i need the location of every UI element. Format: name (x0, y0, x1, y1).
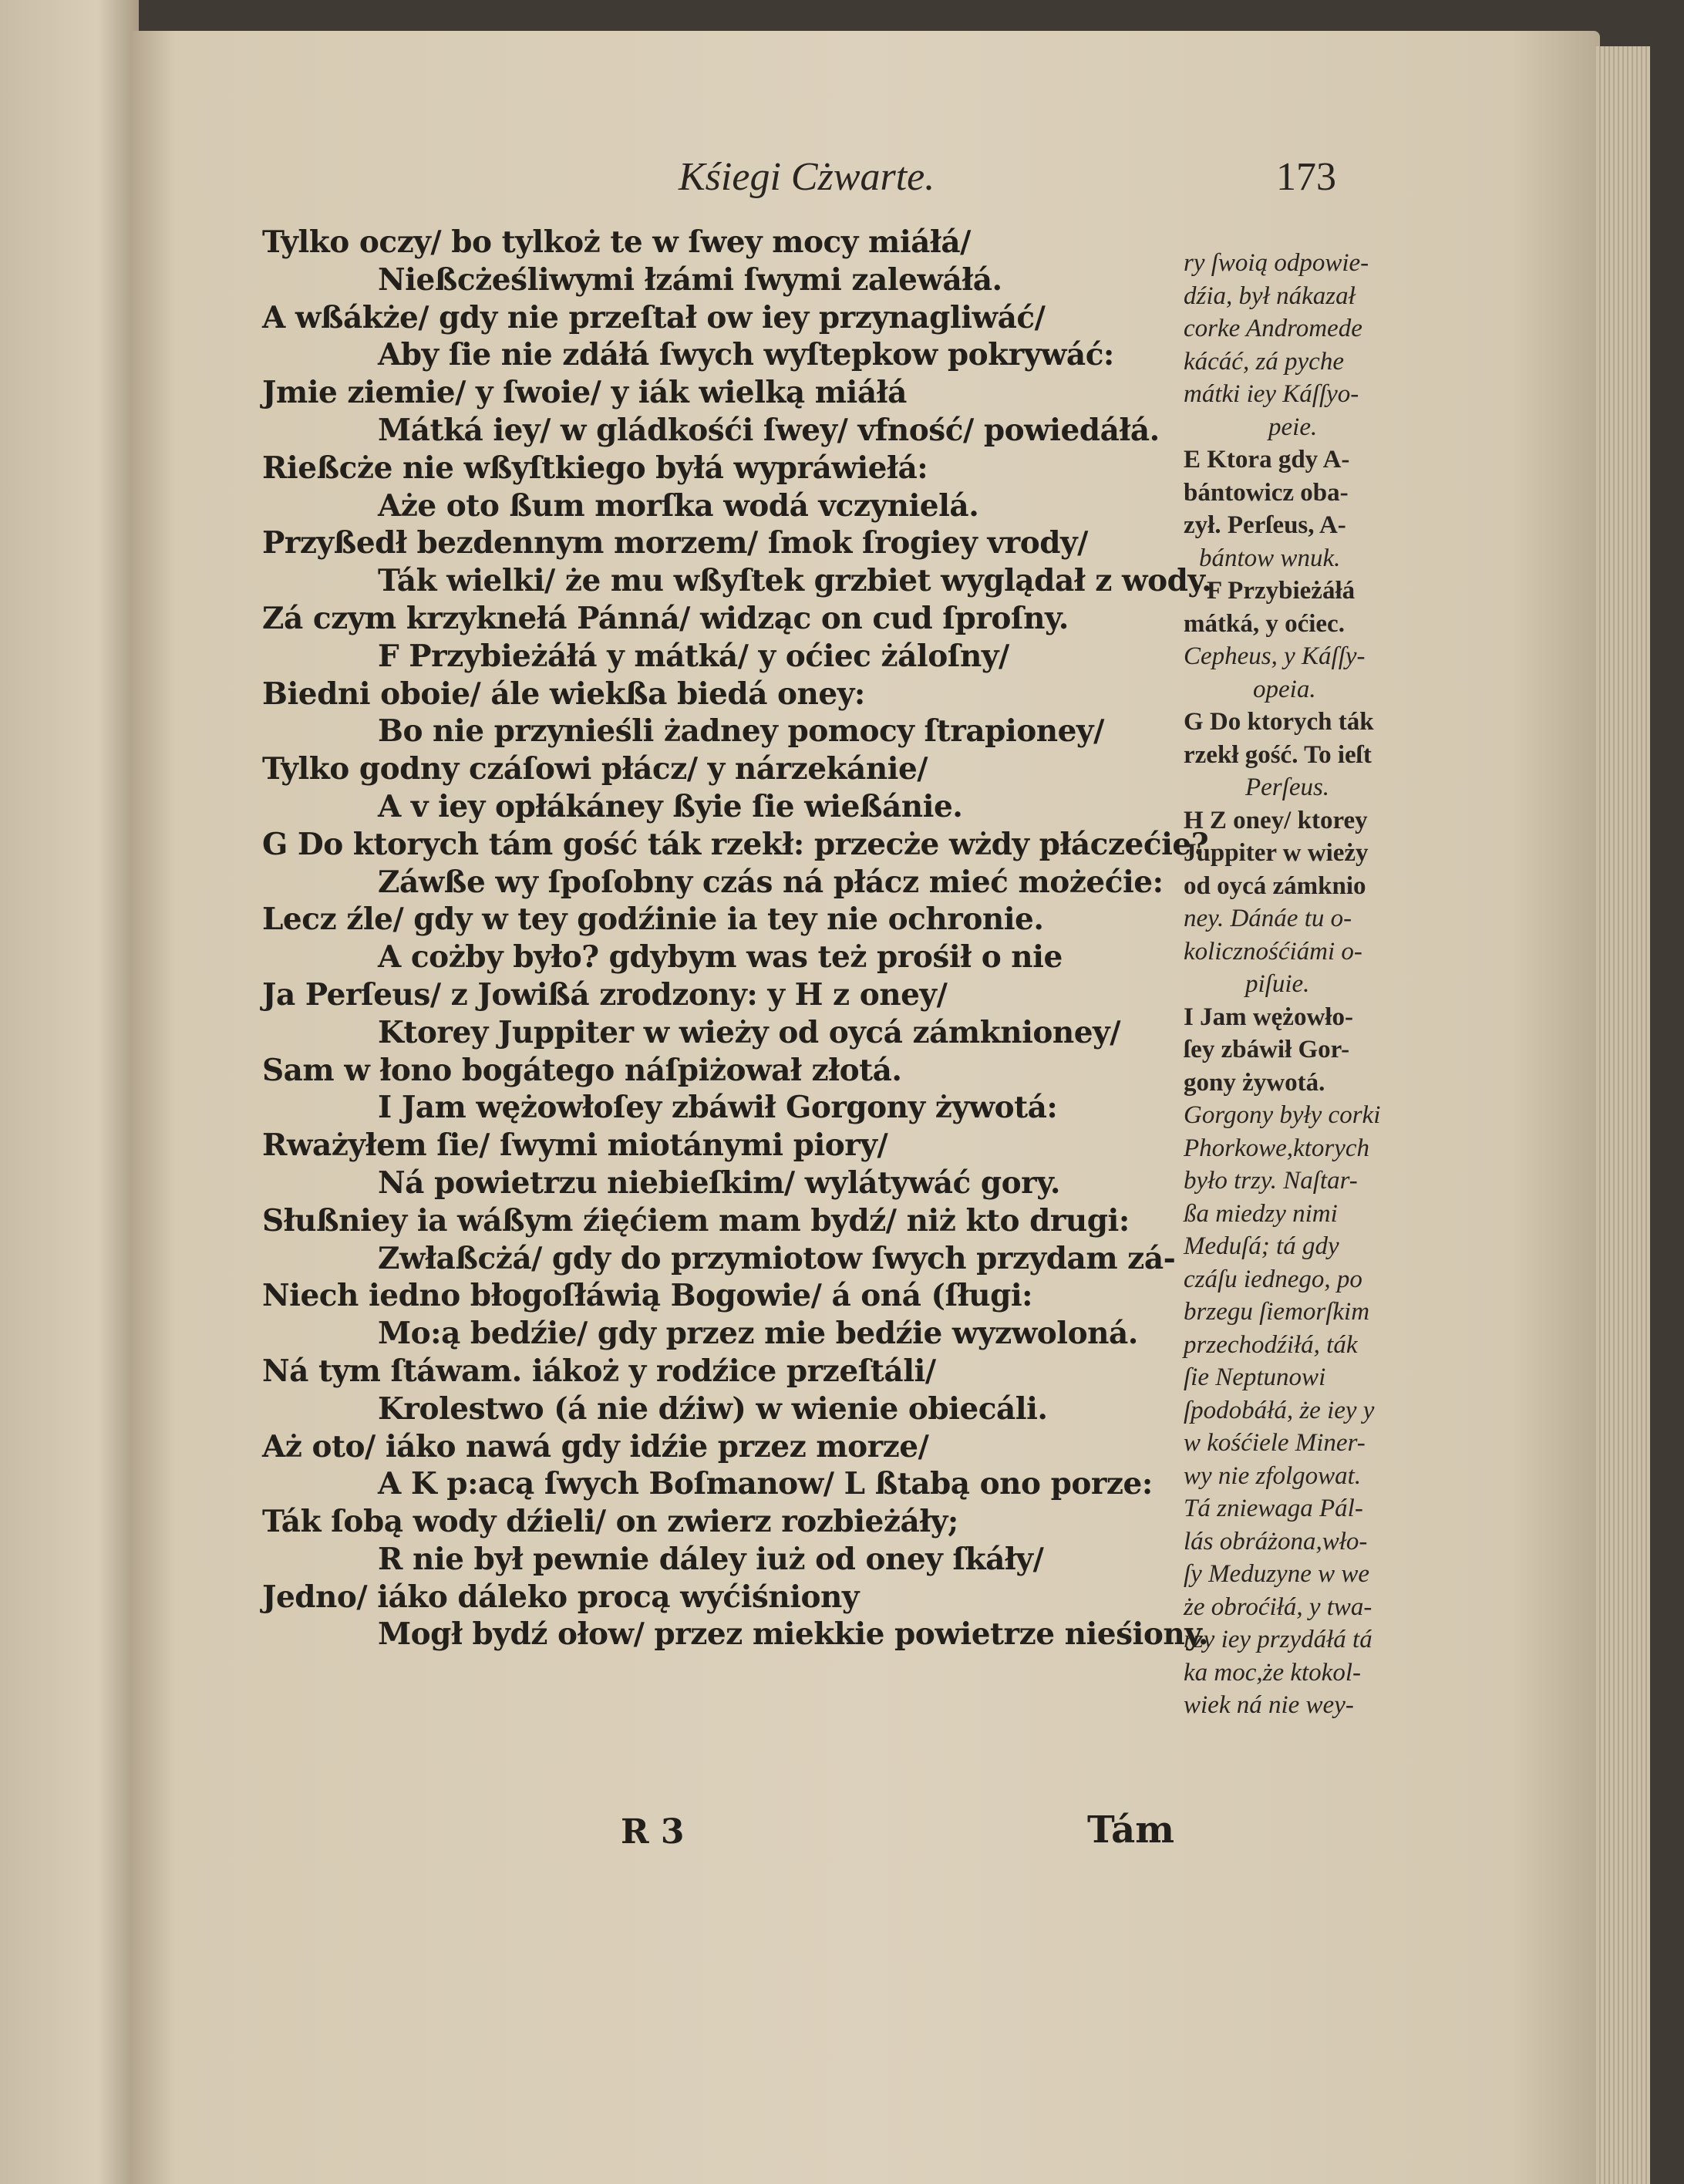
gloss-line: wy nie zfolgowat. (1184, 1461, 1362, 1490)
gloss-line: ney. Dánáe tu o- (1184, 905, 1352, 932)
gloss-line: F Przybieżáłá (1207, 577, 1356, 605)
verse-line: Biedni oboie/ ále wiekßa biedá oney: (262, 676, 865, 712)
facing-page-edge (0, 0, 139, 2184)
gloss-line: bántow wnuk. (1199, 544, 1341, 572)
gloss-line: Juppiter w wieży (1184, 839, 1369, 867)
gloss-line: H Z oney/ ktorey (1184, 806, 1368, 834)
gloss-line: peie. (1268, 413, 1318, 441)
gloss-line: wiek ná nie wey- (1184, 1691, 1354, 1719)
gloss-line: zył. Perſeus, A- (1184, 511, 1346, 539)
verse-line: Zwłaßcżá/ gdy do przymiotow ſwych przydam zá- (378, 1240, 1176, 1276)
verse-line: Aby ſie nie zdáłá ſwych wyſtepkow pokrywáć: (378, 337, 1114, 373)
gloss-line: E Ktora gdy A- (1184, 446, 1350, 474)
gloss-line: rzekł gość. To ieſt (1184, 740, 1372, 769)
gloss-line: przechodźiłá, ták (1184, 1330, 1358, 1359)
running-header-title: Kśiegi Cżwarte. (679, 155, 935, 199)
gloss-line: brzegu ſiemorſkim (1184, 1298, 1370, 1326)
verse-line: A K p:acą ſwych Boſmanow/ L ßtabą ono porze: (378, 1466, 1153, 1502)
page-number: 173 (1276, 155, 1336, 199)
gloss-line: mátki iey Káſſyo- (1184, 380, 1359, 408)
verse-line: F Przybieżáłá y mátká/ y oćiec żáloſny/ (378, 638, 1009, 674)
gloss-line: że obroćiłá, y twa- (1184, 1592, 1372, 1621)
verse-line: Jedno/ iáko dáleko procą wyćiśniony (262, 1579, 860, 1615)
verse-line: Ná tym ſtáwam. iákoż y rodźice przeſtáli/ (262, 1353, 936, 1389)
gloss-line: Meduſá; tá gdy (1184, 1232, 1339, 1260)
verse-line: Mo:ą bedźie/ gdy przez mie bedźie wyzwoloná. (378, 1316, 1138, 1352)
gloss-line: ka moc,że ktokol- (1184, 1658, 1361, 1687)
verse-line: Nießcżeśliwymi łzámi ſwymi zalewáłá. (378, 261, 1002, 298)
gloss-line: piſuie. (1245, 970, 1310, 998)
verse-line: Ná powietrzu niebieſkim/ wylátywáć gory. (378, 1164, 1060, 1201)
gloss-line: ßa miedzy nimi (1184, 1199, 1338, 1228)
gloss-line: Tá zniewaga Pál- (1184, 1495, 1363, 1522)
gloss-line: Phorkowe,ktorych (1184, 1134, 1370, 1162)
gloss-line: mátká, y oćiec. (1184, 609, 1345, 638)
gloss-line: gony żywotá. (1184, 1068, 1325, 1097)
verse-line: A cożby było? gdybym was też prośił o nie (378, 939, 1063, 976)
verse-line: Zá czym krzyknełá Pánná/ widząc on cud ſproſny. (262, 600, 1069, 636)
verse-line: Sam w łono bogátego náſpiżował złotá. (262, 1052, 902, 1088)
verse-line: Ták wielki/ że mu wßyſtek grzbiet wyglądał z wody. (378, 563, 1212, 599)
verse-line: Tylko oczy/ bo tylkoż te w ſwey mocy miáłá/ (262, 224, 971, 260)
verse-line: G Do ktorych tám gość ták rzekł: przecże wżdy płáczećie? (262, 826, 1209, 862)
verse-line: Słußniey ia wáßym źięćiem mam bydź/ niż kto drugi: (262, 1202, 1130, 1239)
verse-line: R nie był pewnie dáley iuż od oney ſkáły/ (378, 1541, 1044, 1577)
gloss-line: rzy iey przydáłá tá (1184, 1626, 1372, 1653)
gloss-line: Perſeus. (1245, 774, 1330, 801)
verse-line: A v iey opłákáney ßyie ſie wießánie. (378, 788, 963, 824)
gloss-line: ſy Meduzyne w we (1184, 1560, 1370, 1588)
gloss-line: ſie Neptunowi (1184, 1363, 1326, 1391)
gloss-line: czáſu iednego, po (1184, 1265, 1362, 1293)
verse-line: Aże oto ßum morſka wodá vczynielá. (378, 487, 979, 524)
gloss-line: ſey zbáwił Gor- (1184, 1036, 1350, 1063)
verse-line: Rießcże nie wßyſtkiego byłá wypráwiełá: (262, 450, 928, 486)
verse-column (262, 224, 1211, 1653)
gloss-line: w kośćiele Miner- (1184, 1429, 1366, 1457)
gloss-line: bántowicz oba- (1184, 478, 1349, 507)
gloss-line: Cepheus, y Káſſy- (1184, 642, 1366, 670)
verse-line: Ktorey Juppiter w wieży od oycá zámknioney/ (378, 1014, 1120, 1050)
gloss-line: od oycá zámknio (1184, 871, 1366, 900)
verse-line: Záwße wy ſpoſobny czás ná płácz mieć możećie: (378, 864, 1164, 900)
verse-line: Aż oto/ iáko nawá gdy idźie przez morze/ (262, 1428, 929, 1464)
verse-line: Ták ſobą wody dźieli/ on zwierz rozbieżáły; (262, 1504, 958, 1540)
gloss-line: kácáć, zá pyche (1184, 347, 1344, 376)
gloss-line: lás obráżona,wło- (1184, 1527, 1368, 1555)
verse-line: A wßákże/ gdy nie przeſtał ow iey przynagliwáć/ (262, 299, 1046, 335)
gloss-line: corke Andromede (1184, 315, 1362, 342)
verse-line: Rważyłem ſie/ ſwymi miotánymi piory/ (262, 1127, 888, 1164)
gloss-line: Gorgony były corki (1184, 1101, 1381, 1129)
signature-mark: R 3 (621, 1812, 685, 1852)
verse-line: Krolestwo (á nie dźiw) w wienie obiecáli. (378, 1390, 1048, 1427)
verse-line: Tylko godny czáſowi płácz/ y nárzekánie/ (262, 751, 928, 787)
verse-line: Ja Perſeus/ z Jowißá zrodzony: y H z oney/ (262, 976, 948, 1013)
catchword: Tám (1087, 1808, 1175, 1852)
gloss-line: kolicznośćiámi o- (1184, 937, 1362, 966)
gloss-line: opeia. (1253, 675, 1316, 703)
verse-line: Jmie ziemie/ y ſwoie/ y iák wielką miáłá (262, 375, 907, 411)
marginal-gloss (1184, 247, 1411, 1722)
gloss-line: ry ſwoią odpowie- (1184, 249, 1369, 277)
gloss-line: G Do ktorych ták (1184, 708, 1374, 736)
verse-line: Przyßedł bezdennym morzem/ ſmok ſrogiey vrody/ (262, 525, 1088, 561)
verse-line: Mogł bydź ołow/ przez miekkie powietrze nieśiony. (378, 1616, 1209, 1653)
verse-line: Lecz źle/ gdy w tey godźinie ia tey nie ochronie. (262, 902, 1044, 938)
verse-line: Mátká iey/ w gládkośći ſwey/ vfność/ powiedáłá. (378, 412, 1160, 448)
verse-line: Niech iedno błogoſłáwią Bogowie/ á oná (ſługi: (262, 1278, 1033, 1314)
gloss-line: dźia, był nákazał (1184, 281, 1356, 310)
page-stack-edge (1596, 46, 1650, 2184)
gloss-line: ſpodobáłá, że iey y (1184, 1396, 1375, 1424)
verse-line: Bo nie przynieśli żadney pomocy ſtrapioney/ (378, 713, 1104, 750)
gloss-line: było trzy. Naſtar- (1184, 1167, 1358, 1195)
verse-line: I Jam wężowłoſey zbáwił Gorgony żywotá: (378, 1090, 1058, 1126)
gloss-line: I Jam wężowło- (1184, 1003, 1353, 1031)
